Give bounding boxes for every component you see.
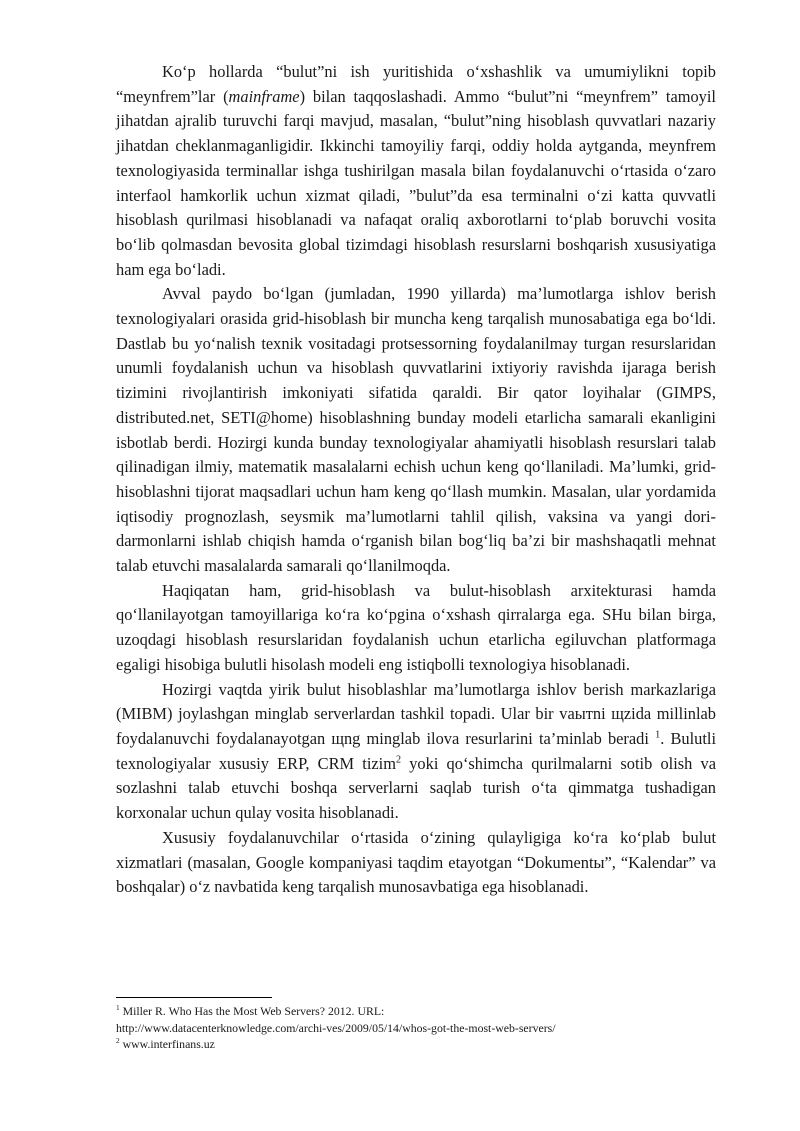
- footnote-1-mark: 1: [116, 1003, 120, 1013]
- paragraph-3: Haqiqatan ham, grid-hisoblash va bulut-hisoblash arxitekturasi hamda qo‘llanilayotgan tamoyillariga ko‘ra ko‘pgina o‘xshash qirralarga ega. SHu bilan birga, uzoqdagi hisoblash resurslaridan foydalanish uchun etarlicha egiluvchan platformaga egaligi hisobiga bulutli hisolash modeli eng istiqbolli texnologiya hisoblanadi.: [116, 580, 716, 674]
- footnote-ref-2[interactable]: 2: [395, 754, 402, 766]
- footnote-2-url[interactable]: www.interfinans.uz: [119, 1037, 215, 1051]
- mainframe-term: mainframe: [228, 86, 300, 106]
- footnote-1-url[interactable]: http://www.datacenterknowledge.com/archi-ves/2009/05/14/whos-got-the-most-web-servers/: [116, 1020, 556, 1035]
- paragraph-4-text-c: yoki qo‘shimcha qurilmalarni sotib olish va sozlashni talab etuvchi boshqa serverlarni saqlab turish o‘ta qimmatga tushadigan korxonalar uchun qulay vosita hisoblanadi.: [116, 753, 716, 823]
- paragraph-4-text-a: Hozirgi vaqtda yirik bulut hisoblashlar ma’lumotlarga ishlov berish markazlariga (MIBM) joylashgan minglab serverlardan tashkil topadi. Ular bir vaытni щzida millinlab foydalanuvchi foydalanayotgan щng minglab ilova resurlarini ta’minlab beradi: [116, 679, 716, 748]
- paragraph-5: Xususiy foydalanuvchilar o‘rtasida o‘zining qulayligiga ko‘ra ko‘plab bulut xizmatlari (masalan, Google kompaniyasi taqdim etayotgan “Dokumentы”, “Kalendar” va boshqalar) o‘z navbatida keng tarqalish munosavbatiga ega hisoblanadi.: [116, 827, 716, 897]
- footnote-separator: [116, 997, 272, 998]
- footnote-1-citation: Miller R. Who Has the Most Web Servers? 2012. URL:: [119, 1004, 385, 1018]
- footnotes: [116, 997, 716, 1053]
- paragraph-1: [116, 60, 716, 282]
- footnote-2: [116, 1036, 716, 1053]
- paragraph-4-text-b: . Bulutli texnologiyalar xususiy ERP, CRM tizim: [116, 728, 717, 773]
- body-text: [116, 60, 716, 900]
- paragraph-1-text-end: ) bilan taqqoslashadi. Ammo “bulut”ni “meynfrem” tamoyil jihatdan ajralib turuvchi farqi mavjud, masalan, “bulut”ning hisoblash quvvatlari nazariy jihatdan cheklanmaganligidir. Ikkinchi tamoyiliy farqi, oddiy holda aytganda, meynfrem texnologiyasida terminallar ishga tushirilgan masala bilan foydalanuvchi o‘rtasida o‘zaro interfaol hamkorlik uchun xizmat qiladi, ”bulut”da esa terminalni o‘zi katta quvvatli hisoblash qurilmasi hisoblanadi va nafaqat oraliq axborotlarni to‘plab boruvchi vosita bo‘lib qolmasdan bevosita global tizimdagi hisoblash resurslarni boshqarish xususiyatiga ham ega bo‘ladi.: [116, 86, 716, 279]
- paragraph-4: [116, 678, 716, 826]
- paragraph-1-text-start: Ko‘p hollarda “bulut”ni ish yuritishida o‘xshashlik va umumiylikni topib “meynfrem”lar (: [116, 62, 716, 106]
- footnote-ref-1[interactable]: 1: [655, 729, 661, 741]
- paragraph-2: Avval paydo bo‘lgan (jumladan, 1990 yillarda) ma’lumotlarga ishlov berish texnologiyalari orasida grid-hisoblash bir muncha keng tarqalish munosabatiga ega bo‘ldi. Dastlab bu yo‘nalish texnik vositadagi protsessorning foydalanilmay turgan resurslaridan unumli foydalanish uchun va hisoblash quvvatlarini ixtiyoriy ravishda ijaraga berish tizimini rivojlantirish imkoniyati sifatida qaraldi. Bir qator loyihalar (GIMPS, distributed.net, SETI@home) hisoblashning bunday modeli etarlicha samarali ekanligini isbotlab berdi. Hozirgi kunda bunday texnologiyalar ahamiyatli hisoblash resurslari talab qilinadigan ilmiy, matematik masalalarni echish uchun keng qo‘llaniladi. Ma’lumki, grid-hisoblashni tijorat maqsadlari uchun ham keng qo‘llash mumkin. Masalan, ular yordamida iqtisodiy prognozlash, seysmik ma’lumotlarni tahlil qilish, vaksina va yangi dori-darmonlarni ishlab chiqish hamda o‘rganish bilan bog‘liq ba’zi bir mashshaqatli mehnat talab etuvchi masalalarda samarali qo‘llanilmoqda.: [116, 284, 716, 576]
- footnote-1: [116, 1003, 716, 1036]
- footnote-2-mark: 2: [116, 1036, 120, 1046]
